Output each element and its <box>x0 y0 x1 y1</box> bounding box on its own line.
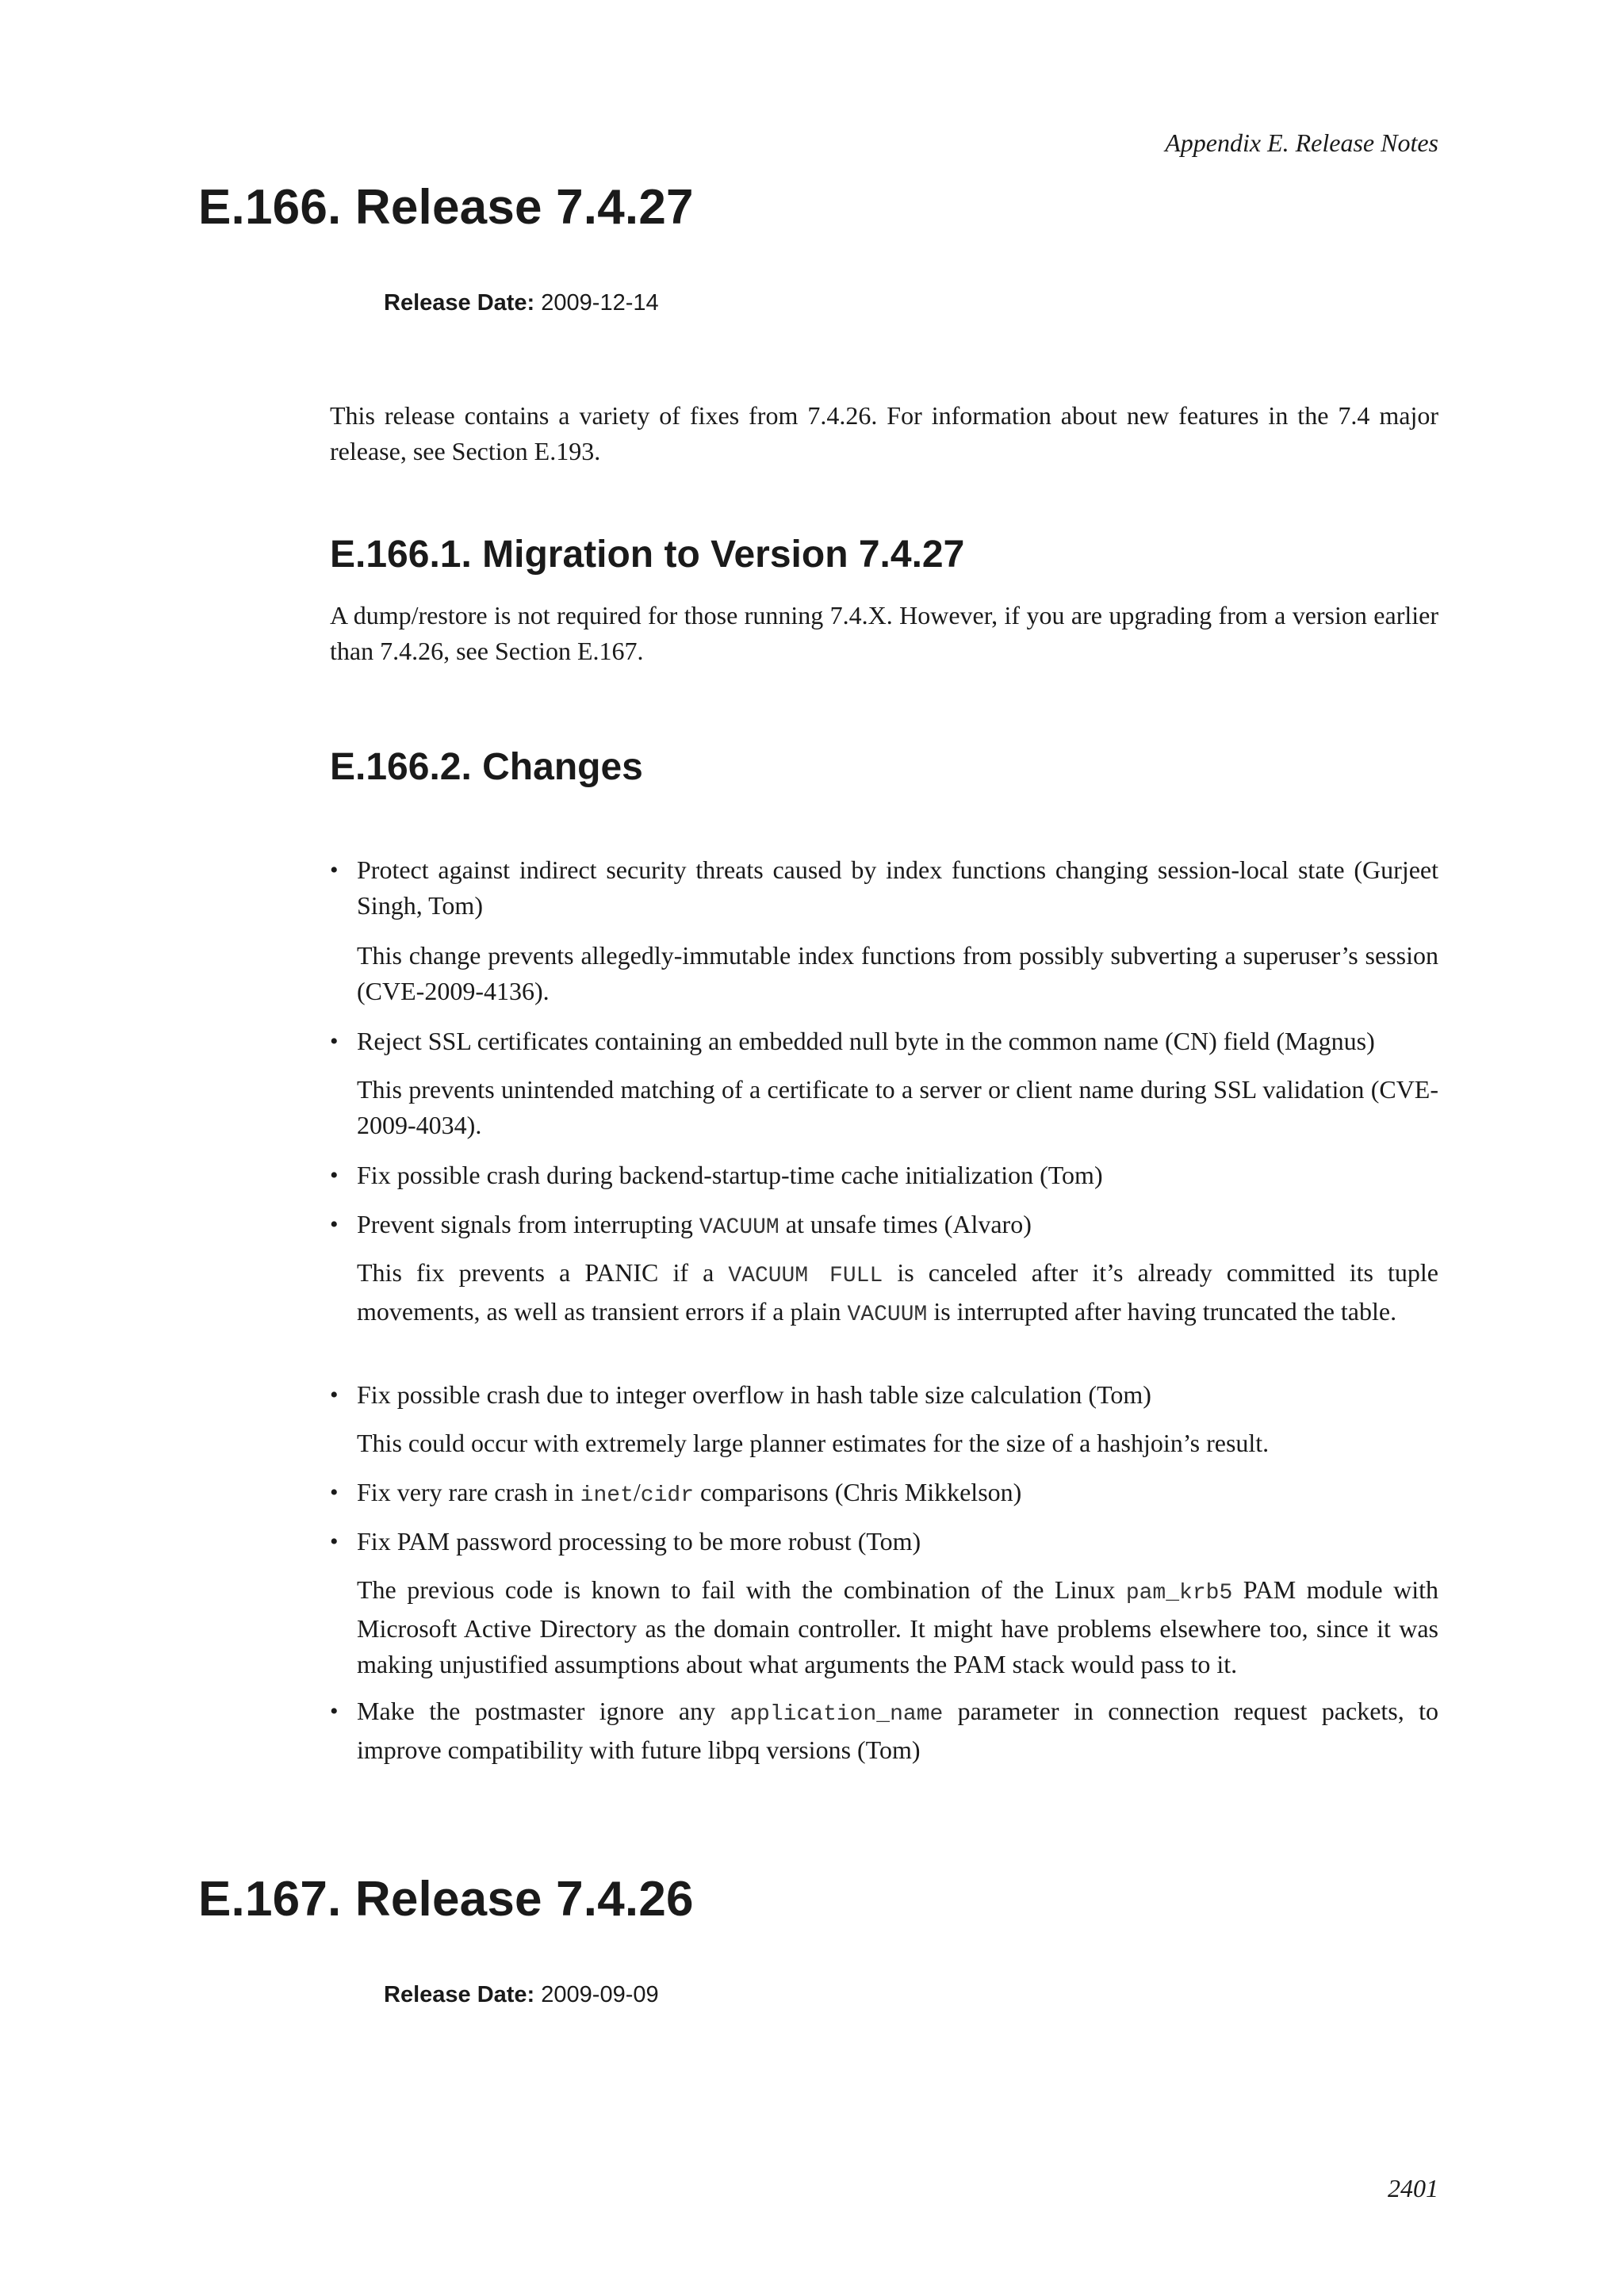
list-item-text: Protect against indirect security threats caused by index functions changing session-local state (Gurjeet Singh, Tom) <box>357 855 1438 920</box>
list-item-text <box>357 1475 1438 1513</box>
list-item-text: Fix possible crash due to integer overflow in hash table size calculation (Tom) <box>357 1380 1151 1409</box>
list-item-text: Reject SSL certificates containing an embedded null byte in the common name (CN) field (Magnus) <box>357 1027 1375 1055</box>
release-date-value: 2009-12-14 <box>541 290 659 316</box>
text-fragment: at unsafe times (Alvaro) <box>779 1210 1032 1238</box>
list-item-text: Fix possible crash during backend-startup-time cache initialization (Tom) <box>357 1161 1103 1189</box>
bullet: • <box>330 857 339 883</box>
text-fragment: is canceled after it’s already committed its tuple movements, as well as transient errors if a plain <box>357 1258 1438 1326</box>
release-date-e166 <box>384 290 659 316</box>
code-vacuum-full: VACUUM FULL <box>728 1264 883 1288</box>
text-fragment: The previous code is known to fail with the combination of the Linux <box>357 1575 1126 1604</box>
list-item-detail <box>357 1255 1438 1333</box>
migration-heading: E.166.1. Migration to Version 7.4.27 <box>330 534 965 576</box>
text-fragment: This fix prevents a PANIC if a <box>357 1258 729 1287</box>
text-fragment: parameter in connection request packets, to improve compatibility with future libpq versions (Tom) <box>357 1697 1439 1764</box>
bullet: • <box>330 1529 339 1555</box>
text-fragment: is interrupted after having truncated the table. <box>927 1297 1397 1326</box>
bullet: • <box>330 1028 339 1054</box>
code-application-name: application_name <box>730 1702 944 1727</box>
code-cidr: cidr <box>640 1483 694 1508</box>
release-date-label: Release Date: <box>384 290 535 316</box>
text-fragment: comparisons (Chris Mikkelson) <box>694 1478 1022 1506</box>
code-vacuum: VACUUM <box>847 1303 928 1327</box>
list-item-detail: This change prevents allegedly-immutable index functions from possibly subverting a superuser’s session (CVE-2009-4136). <box>357 941 1438 1005</box>
list-item <box>330 1158 1438 1193</box>
bullet: • <box>330 1479 339 1506</box>
migration-paragraph: A dump/restore is not required for those running 7.4.X. However, if you are upgrading from a version earlier than 7.4.26, see Section E.167. <box>330 601 1438 665</box>
text-fragment: Prevent signals from interrupting <box>357 1210 699 1238</box>
section-title-e166: E.166. Release 7.4.27 <box>198 180 694 235</box>
text-fragment: Make the postmaster ignore any <box>357 1697 730 1725</box>
intro-paragraph: This release contains a variety of fixes from 7.4.26. For information about new features in the 7.4 major release, see Section E.193. <box>330 401 1438 465</box>
list-item-text <box>357 1207 1438 1246</box>
bullet: • <box>330 1382 339 1408</box>
release-date-e167 <box>384 1982 659 2008</box>
list-item <box>330 1024 1438 1059</box>
code-vacuum: VACUUM <box>699 1215 779 1240</box>
page-number: 2401 <box>1388 2174 1438 2202</box>
release-date-value: 2009-09-09 <box>541 1982 659 2007</box>
code-pam-krb5: pam_krb5 <box>1125 1581 1233 1605</box>
bullet: • <box>330 1211 339 1238</box>
changes-heading: E.166.2. Changes <box>330 746 643 788</box>
text-fragment: / <box>633 1478 641 1506</box>
code-inet: inet <box>580 1483 634 1508</box>
section-title-e167: E.167. Release 7.4.26 <box>198 1872 694 1927</box>
bullet: • <box>330 1698 339 1724</box>
text-fragment: Fix very rare crash in <box>357 1478 580 1506</box>
running-header: Appendix E. Release Notes <box>1165 128 1438 157</box>
text-fragment: PAM module with Microsoft Active Directory as the domain controller. It might have problems elsewhere too, since it was making unjustified assumptions about what arguments the PAM stack would pass to it. <box>357 1575 1439 1678</box>
list-item-text <box>357 1693 1438 1768</box>
bullet: • <box>330 1162 339 1188</box>
list-item-text: Fix PAM password processing to be more robust (Tom) <box>357 1527 921 1556</box>
list-item <box>330 1377 1438 1413</box>
list-item <box>330 1475 1438 1513</box>
list-item <box>330 1693 1438 1768</box>
release-date-label: Release Date: <box>384 1982 535 2007</box>
list-item-detail: This prevents unintended matching of a certificate to a server or client name during SSL validation (CVE-2009-4034). <box>357 1075 1438 1139</box>
list-item <box>330 1207 1438 1246</box>
list-item-detail: This could occur with extremely large planner estimates for the size of a hashjoin’s result. <box>357 1429 1270 1457</box>
list-item-detail <box>357 1572 1438 1682</box>
list-item <box>330 852 1438 924</box>
list-item <box>330 1524 1438 1559</box>
